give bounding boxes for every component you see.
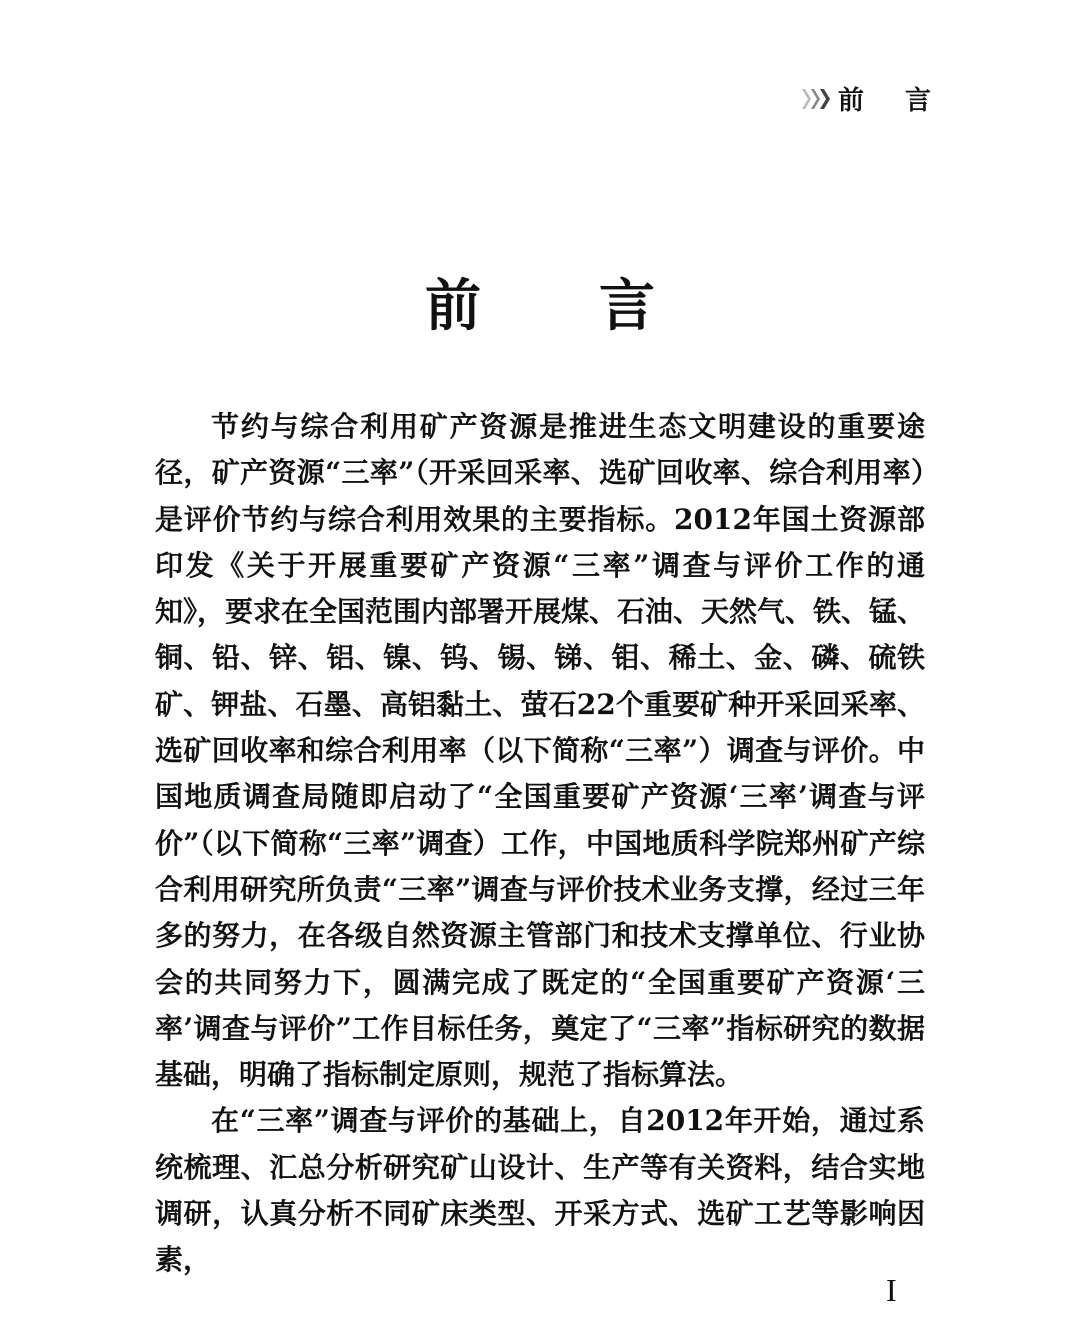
body-text	[155, 404, 925, 1284]
page-number: I	[886, 1272, 897, 1308]
paragraph-1: 节约与综合利用矿产资源是推进生态文明建设的重要途径，矿产资源“三率”（开采回采率、选矿回收率、综合利用率）是评价节约与综合利用效果的主要指标。2012年国土资源部印发《关于开展重要矿产资源“三率”调查与评价工作的通知》，要求在全国范围内部署开展煤、石油、天然气、铁、锰、铜、铅、锌、铝、镍、钨、锡、锑、钼、稀土、金、磷、硫铁矿、钾盐、石墨、高铝黏土、萤石22个重要矿种开采回采率、选矿回收率和综合利用率（以下简称“三率”）调查与评价。中国地质调查局随即启动了“全国重要矿产资源‘三率’调查与评价”（以下简称“三率”调查）工作，中国地质科学院郑州矿产综合利用研究所负责“三率”调查与评价技术业务支撑，经过三年多的努力，在各级自然资源主管部门和技术支撑单位、行业协会的共同努力下，圆满完成了既定的“全国重要矿产资源‘三率’调查与评价”工作目标任务，奠定了“三率”指标研究的数据基础，明确了指标制定原则，规范了指标算法。	[155, 410, 926, 1092]
running-header-char-2: 言	[904, 86, 932, 116]
page-title-char-1: 前	[425, 273, 481, 339]
page-title	[0, 262, 1080, 342]
triple-chevron-icon	[802, 86, 832, 112]
paragraph-2: 在“三率”调查与评价的基础上，自2012年开始，通过系统梳理、汇总分析研究矿山设计、生产等有关资料，结合实地调研，认真分析不同矿床类型、开采方式、选矿工艺等影响因素，	[155, 1104, 925, 1277]
running-header	[802, 80, 932, 117]
page-title-char-2: 言	[599, 273, 655, 339]
running-header-char-1: 前	[837, 86, 865, 116]
